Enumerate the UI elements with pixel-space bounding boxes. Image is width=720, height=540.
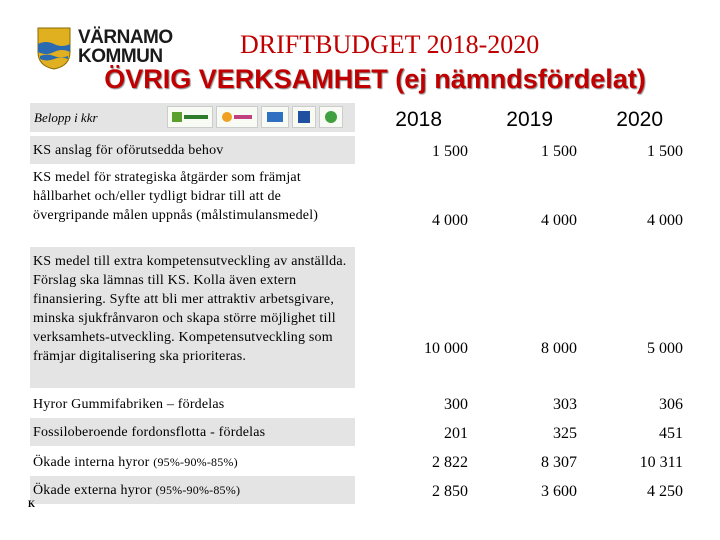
row-6-label-text: Ökade externa hyror <box>33 483 152 498</box>
row-1-value-2018: 4 000 <box>432 212 468 229</box>
row-5-value-2020: 10 311 <box>639 454 683 471</box>
row-4-value-2018: 201 <box>444 425 468 442</box>
row-3-label: Hyror Gummifabriken – fördelas <box>33 397 225 412</box>
row-4-value-2019: 325 <box>553 425 577 442</box>
row-5-value-2018: 2 822 <box>432 454 468 471</box>
row-6-label-note: (95%-90%-85%) <box>155 483 241 497</box>
logo-line2: KOMMUN <box>78 46 163 67</box>
row-3-value-2020: 306 <box>659 396 683 413</box>
page-title: DRIFTBUDGET 2018-2020 <box>240 30 540 59</box>
row-5-label-note: (95%-90%-85%) <box>153 455 238 469</box>
row-6-value-2019: 3 600 <box>541 483 577 500</box>
logo-wordmark <box>78 28 173 66</box>
row-0-label: KS anslag för oförutsedda behov <box>33 143 224 158</box>
row-6-label <box>33 481 353 500</box>
row-0-value-2019: 1 500 <box>541 143 577 160</box>
year-2020-header: 2020 <box>616 108 663 131</box>
page-subtitle: ÖVRIG VERKSAMHET (ej nämndsfördelat) <box>104 64 646 94</box>
partner-logo-4 <box>292 106 316 128</box>
partner-logo-3 <box>261 106 289 128</box>
row-6-value-2018: 2 850 <box>432 483 468 500</box>
logo-line1: VÄRNAMO <box>78 27 173 48</box>
row-6-value-2020: 4 250 <box>647 483 683 500</box>
partner-logo-2 <box>216 106 258 128</box>
partner-logo-5 <box>319 106 343 128</box>
row-5-label-text: Ökade interna hyror <box>33 455 150 470</box>
year-2019-header: 2019 <box>506 108 553 131</box>
partner-logo-1 <box>167 106 213 128</box>
row-3-value-2018: 300 <box>444 396 468 413</box>
partner-logos <box>167 106 343 128</box>
row-5-label <box>33 453 353 472</box>
row-5-value-2019: 8 307 <box>541 454 577 471</box>
row-1-value-2020: 4 000 <box>647 212 683 229</box>
row-2-label: KS medel till extra kompetensutveckling av anställda. Förslag ska lämnas till KS. Kolla även extern finansiering. Syfte att bli mer attraktiv arbetsgivare, minska sjukfrånvaron och skapa större möjlighet till verksamhets-utveckling. Kompetensutveckling som främjar digitalisering ska prioriteras. <box>33 254 347 364</box>
row-0-value-2020: 1 500 <box>647 143 683 160</box>
year-2018-header: 2018 <box>395 108 442 131</box>
row-2-value-2020: 5 000 <box>647 340 683 357</box>
table-header <box>30 103 355 132</box>
row-1-value-2019: 4 000 <box>541 212 577 229</box>
row-3-value-2019: 303 <box>553 396 577 413</box>
row-2-value-2019: 8 000 <box>541 340 577 357</box>
row-2-value-2018: 10 000 <box>424 340 468 357</box>
row-4-value-2020: 451 <box>659 425 683 442</box>
row-1-label: KS medel för strategiska åtgärder som främjat hållbarhet och/eller tydligt bidrar till att de övergripande målen uppnås (målstimulansmedel) <box>33 170 319 223</box>
amount-unit-label: Belopp i kkr <box>34 110 98 125</box>
row-4-label: Fossiloberoende fordonsflotta - fördelas <box>33 425 266 440</box>
row-0-value-2018: 1 500 <box>432 143 468 160</box>
side-mark: K <box>28 499 36 509</box>
